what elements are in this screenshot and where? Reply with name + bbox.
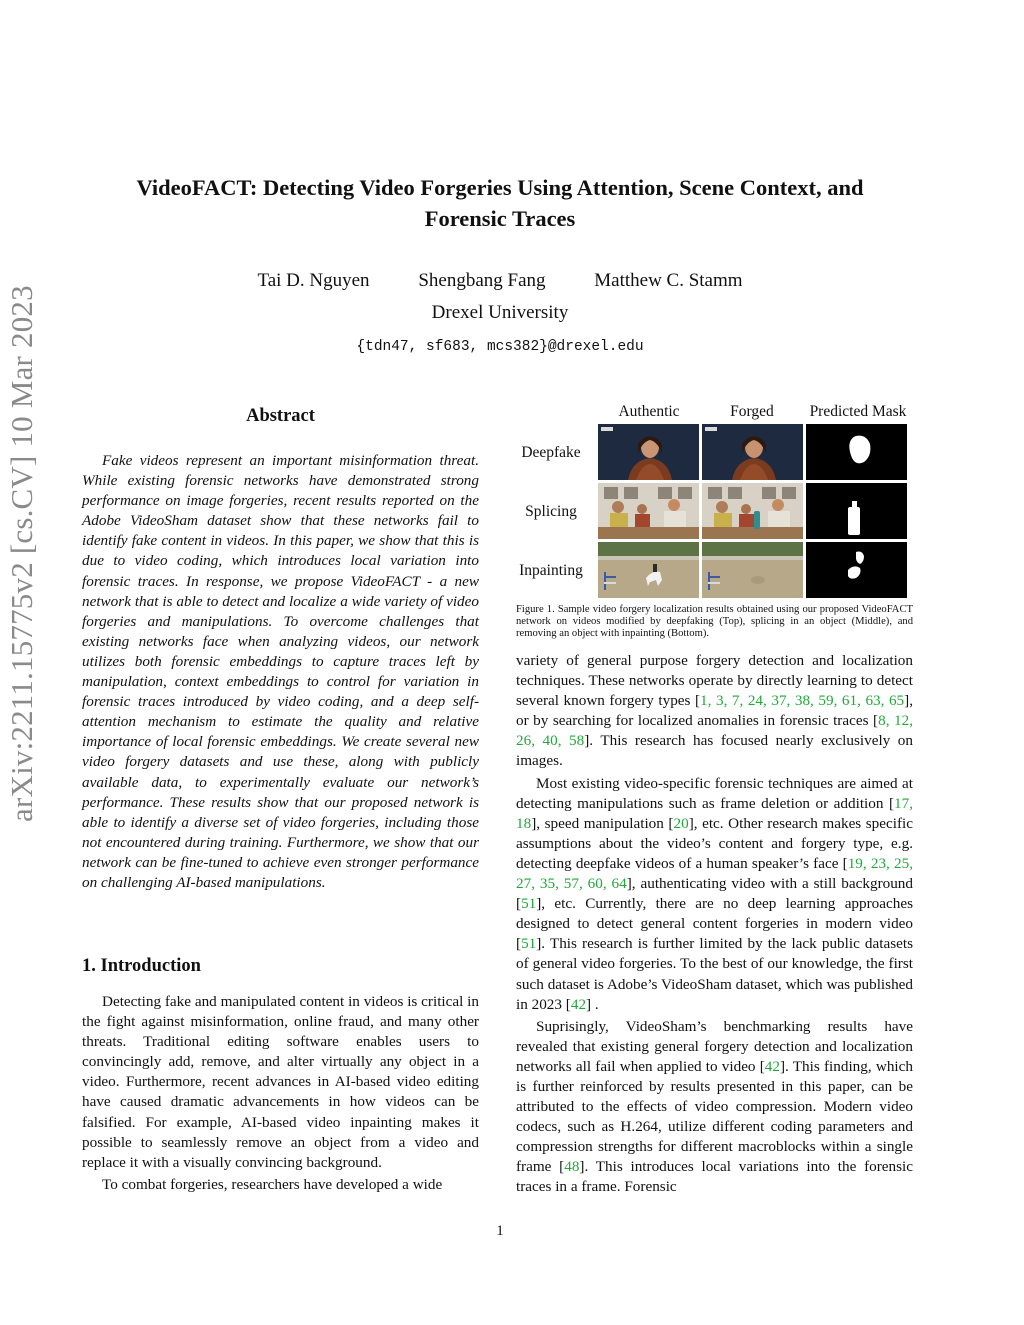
- forged-inpainting-frame: [702, 542, 803, 598]
- citation-link[interactable]: 51: [521, 935, 537, 953]
- figure-caption: Figure 1. Sample video forgery localization results obtained using our proposed VideoFACT network on videos modified by deepfaking (Top), splicing in an object (Middle), and removing an object with inpainting (Bottom).: [516, 604, 913, 639]
- figure-column-header: Predicted Mask: [809, 403, 907, 420]
- citation-link[interactable]: 42: [570, 995, 587, 1013]
- figure-column-header: Authentic: [618, 403, 680, 420]
- figure-1: [506, 400, 916, 600]
- paragraph: Suprisingly, VideoSham’s benchmarking results have revealed that existing general forgery detection and localization networks all fail when applied to video [42]. This finding, which is further reinforced by results presented in this paper, can be attributed to the effects of video compression. Modern video codecs, such as H.264, utilize different coding parameters and compression strengths for different macroblocks within a single frame [48]. This introduces local variations into the forensic traces in a frame. Forensic: [516, 1017, 913, 1196]
- authentic-deepfake-frame: [598, 424, 699, 480]
- abstract-text: Fake videos represent an important misinformation threat. While existing forensic networks have demonstrated strong performance on image forgeries, recent results reported on the Adobe VideoSham dataset show that these networks fail to identify fake content in videos. In this paper, we show that this is due to video coding, which introduces local variation into forensic traces. In response, we propose VideoFACT - a new network that is able to detect and localize a wide variety of video forgeries and manipulations. To overcome challenges that existing networks face when analyzing videos, our network utilizes both forensic embeddings to capture traces left by manipulation, context embeddings to control for variation in forensic traces introduced by video coding, and a deep self-attention mechanism to estimate the quality and relative importance of local forensic embeddings. We create several new video forgery datasets and use these, along with publicly available data, to experimentally evaluate our network’s performance. These results show that our proposed network is able to identify a diverse set of video forgeries, including those not encountered during training. Furthermore, we show that our network can be fine-tuned to achieve even stronger performance on challenging AI-based manipulations.: [82, 452, 479, 891]
- author-name: Shengbang Fang: [418, 270, 546, 291]
- predicted-mask-deepfake: [806, 424, 907, 480]
- citation-link[interactable]: 51: [521, 895, 537, 913]
- paragraph: variety of general purpose forgery detection and localization techniques. These networks operate by directly learning to detect several known forgery types [1, 3, 7, 24, 37, 38, 59, 61, 63, 65], or by searching for localized anomalies in forensic traces [8, 12, 26, 40, 58]. This research has focused nearly exclusively on images.: [516, 652, 914, 770]
- citation-link[interactable]: 19, 23, 25, 27, 35, 57, 60, 64: [516, 854, 913, 893]
- figure-column-header: Forged: [730, 403, 774, 420]
- arxiv-identifier: arXiv:2211.15775v2 [cs.CV] 10 Mar 2023: [4, 285, 39, 822]
- citation-link[interactable]: 48: [564, 1158, 580, 1176]
- paragraph: Detecting fake and manipulated content in videos is critical in the fight against misinformation, online fraud, and many other threats. Traditional editing software enables users to convincingly add, remove, and alter virtually any object in a video. Furthermore, recent advances in AI-based video editing have caused dramatic advancements in how videos can be falsified. For example, AI-based video inpainting makes it possible to seamlessly remove an object from a video and replace it with a visually convincing background.: [82, 993, 479, 1171]
- forged-splicing-frame: [702, 483, 803, 539]
- author-emails: {tdn47, sf683, mcs382}@drexel.edu: [356, 339, 644, 355]
- authentic-splicing-frame: [598, 483, 699, 539]
- affiliation: Drexel University: [431, 302, 569, 323]
- figure-row-label: Deepfake: [521, 444, 581, 461]
- paper-title: VideoFACT: Detecting Video Forgeries Using Attention, Scene Context, and Forensic Traces: [136, 175, 864, 231]
- introduction-heading: 1. Introduction: [82, 956, 201, 976]
- figure-row-label: Inpainting: [519, 562, 583, 579]
- predicted-mask-splicing: [806, 483, 907, 539]
- paragraph: Most existing video-specific forensic techniques are aimed at detecting manipulations such as frame deletion or addition [17, 18], speed manipulation [20], etc. Other research makes specific assumptions about the video’s content and forgery type, e.g. detecting deepfake videos of a human speaker’s face [19, 23, 25, 27, 35, 57, 60, 64], authenticating video with a still background [51], etc. Currently, there are no deep learning approaches designed to detect general content forgeries in modern video [51]. This research is further limited by the lack public datasets of general video forgeries. To the best of our knowledge, the first such dataset is Adobe’s VideoSham dataset, which was published in 2023 [42] .: [516, 774, 913, 1013]
- citation-link[interactable]: 42: [764, 1057, 780, 1075]
- figure-row-label: Splicing: [525, 503, 577, 520]
- author-name: Matthew C. Stamm: [594, 270, 743, 291]
- predicted-mask-inpainting: [806, 542, 907, 598]
- paragraph: To combat forgeries, researchers have developed a wide: [102, 1175, 443, 1193]
- author-name: Tai D. Nguyen: [257, 270, 370, 291]
- page-number: 1: [496, 1223, 504, 1239]
- introduction-body: [82, 992, 479, 1195]
- citation-link[interactable]: 1, 3, 7, 24, 37, 38, 59, 61, 63, 65: [700, 692, 905, 710]
- authentic-inpainting-frame: [598, 542, 699, 598]
- citation-link[interactable]: 20: [673, 814, 689, 832]
- citation-link[interactable]: 17, 18: [516, 794, 913, 832]
- forged-deepfake-frame: [702, 424, 803, 480]
- citation-link[interactable]: 8, 12, 26, 40, 58: [516, 712, 913, 750]
- author-list: [0, 270, 1000, 292]
- abstract-heading: Abstract: [246, 406, 315, 426]
- right-column-body: [516, 651, 913, 1200]
